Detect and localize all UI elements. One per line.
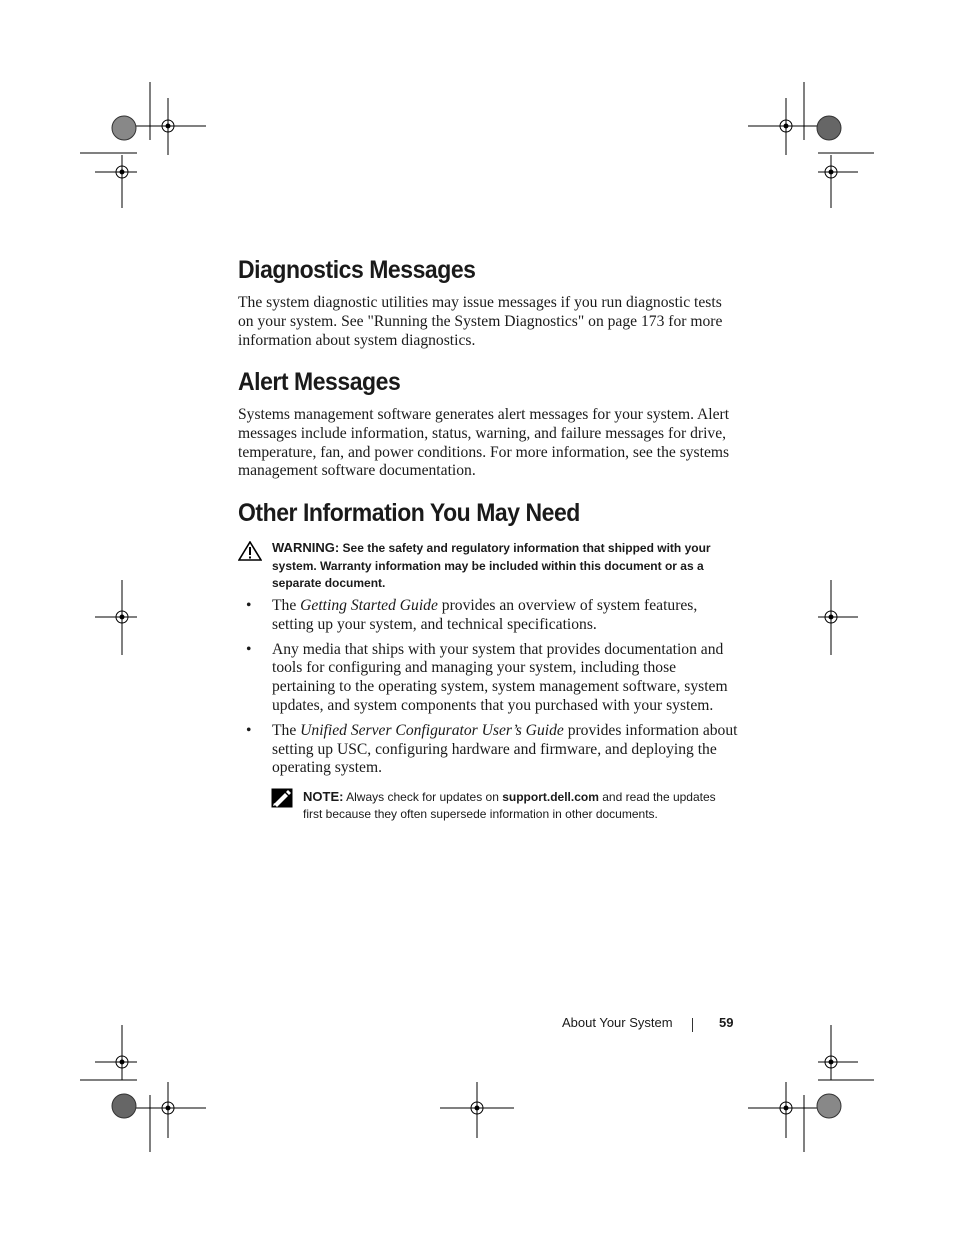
- page-number: 59: [719, 1015, 734, 1030]
- list-item: [238, 597, 738, 635]
- document-title: Getting Started Guide: [300, 597, 438, 614]
- warning-triangle-icon: [238, 541, 262, 561]
- bullet-icon: •: [246, 640, 252, 658]
- warning-block: [238, 539, 728, 593]
- footer-separator: [692, 1018, 693, 1032]
- support-link[interactable]: support.dell.com: [502, 790, 599, 804]
- info-list: [238, 597, 738, 784]
- list-item-text: Any media that ships with your system that provides documentation and tools for configuring and managing your system, including those pertaining to the operating system, system management software, system updates, and system components that you purchased with your system.: [272, 640, 728, 714]
- list-item: [238, 722, 738, 778]
- list-item-text: The: [272, 721, 301, 739]
- document-title: Unified Server Configurator User’s Guide: [300, 721, 564, 739]
- footer-chapter-title: About Your System: [562, 1015, 673, 1030]
- note-text: and read the updates first because they often supersede information in other documents.: [303, 790, 716, 821]
- note-text: Always check for updates on: [343, 790, 503, 804]
- warning-text: See the safety and regulatory information that shipped with your system. Warranty information may be included within this document or as a separate document.: [272, 541, 711, 590]
- bullet-icon: •: [246, 597, 252, 614]
- list-item: [238, 641, 738, 716]
- diagnostics-body: The system diagnostic utilities may issue messages if you run diagnostic tests on your system. See "Running the System Diagnostics" on page 173 for more information about system diagnostics.: [238, 294, 723, 349]
- heading-other-information: Other Information You May Need: [238, 499, 580, 527]
- list-item-text: provides information about setting up USC, configuring hardware and firmware, and deploying the operating system.: [272, 721, 738, 777]
- note-pencil-icon: [271, 788, 293, 808]
- bullet-icon: •: [246, 721, 252, 739]
- note-label: NOTE:: [303, 789, 344, 804]
- note-block: [271, 788, 736, 823]
- list-item-text: The: [272, 597, 301, 614]
- heading-diagnostics-messages: Diagnostics Messages: [238, 256, 476, 284]
- warning-label: WARNING:: [272, 540, 340, 555]
- heading-alert-messages: Alert Messages: [238, 368, 401, 396]
- alert-body: Systems management software generates alert messages for your system. Alert messages include information, status, warning, and failure messages for drive, temperature, fan, and power conditions. For more information, see the systems management software documentation.: [238, 406, 730, 480]
- list-item-text: provides an overview of system features, setting up your system, and technical specifications.: [272, 597, 698, 633]
